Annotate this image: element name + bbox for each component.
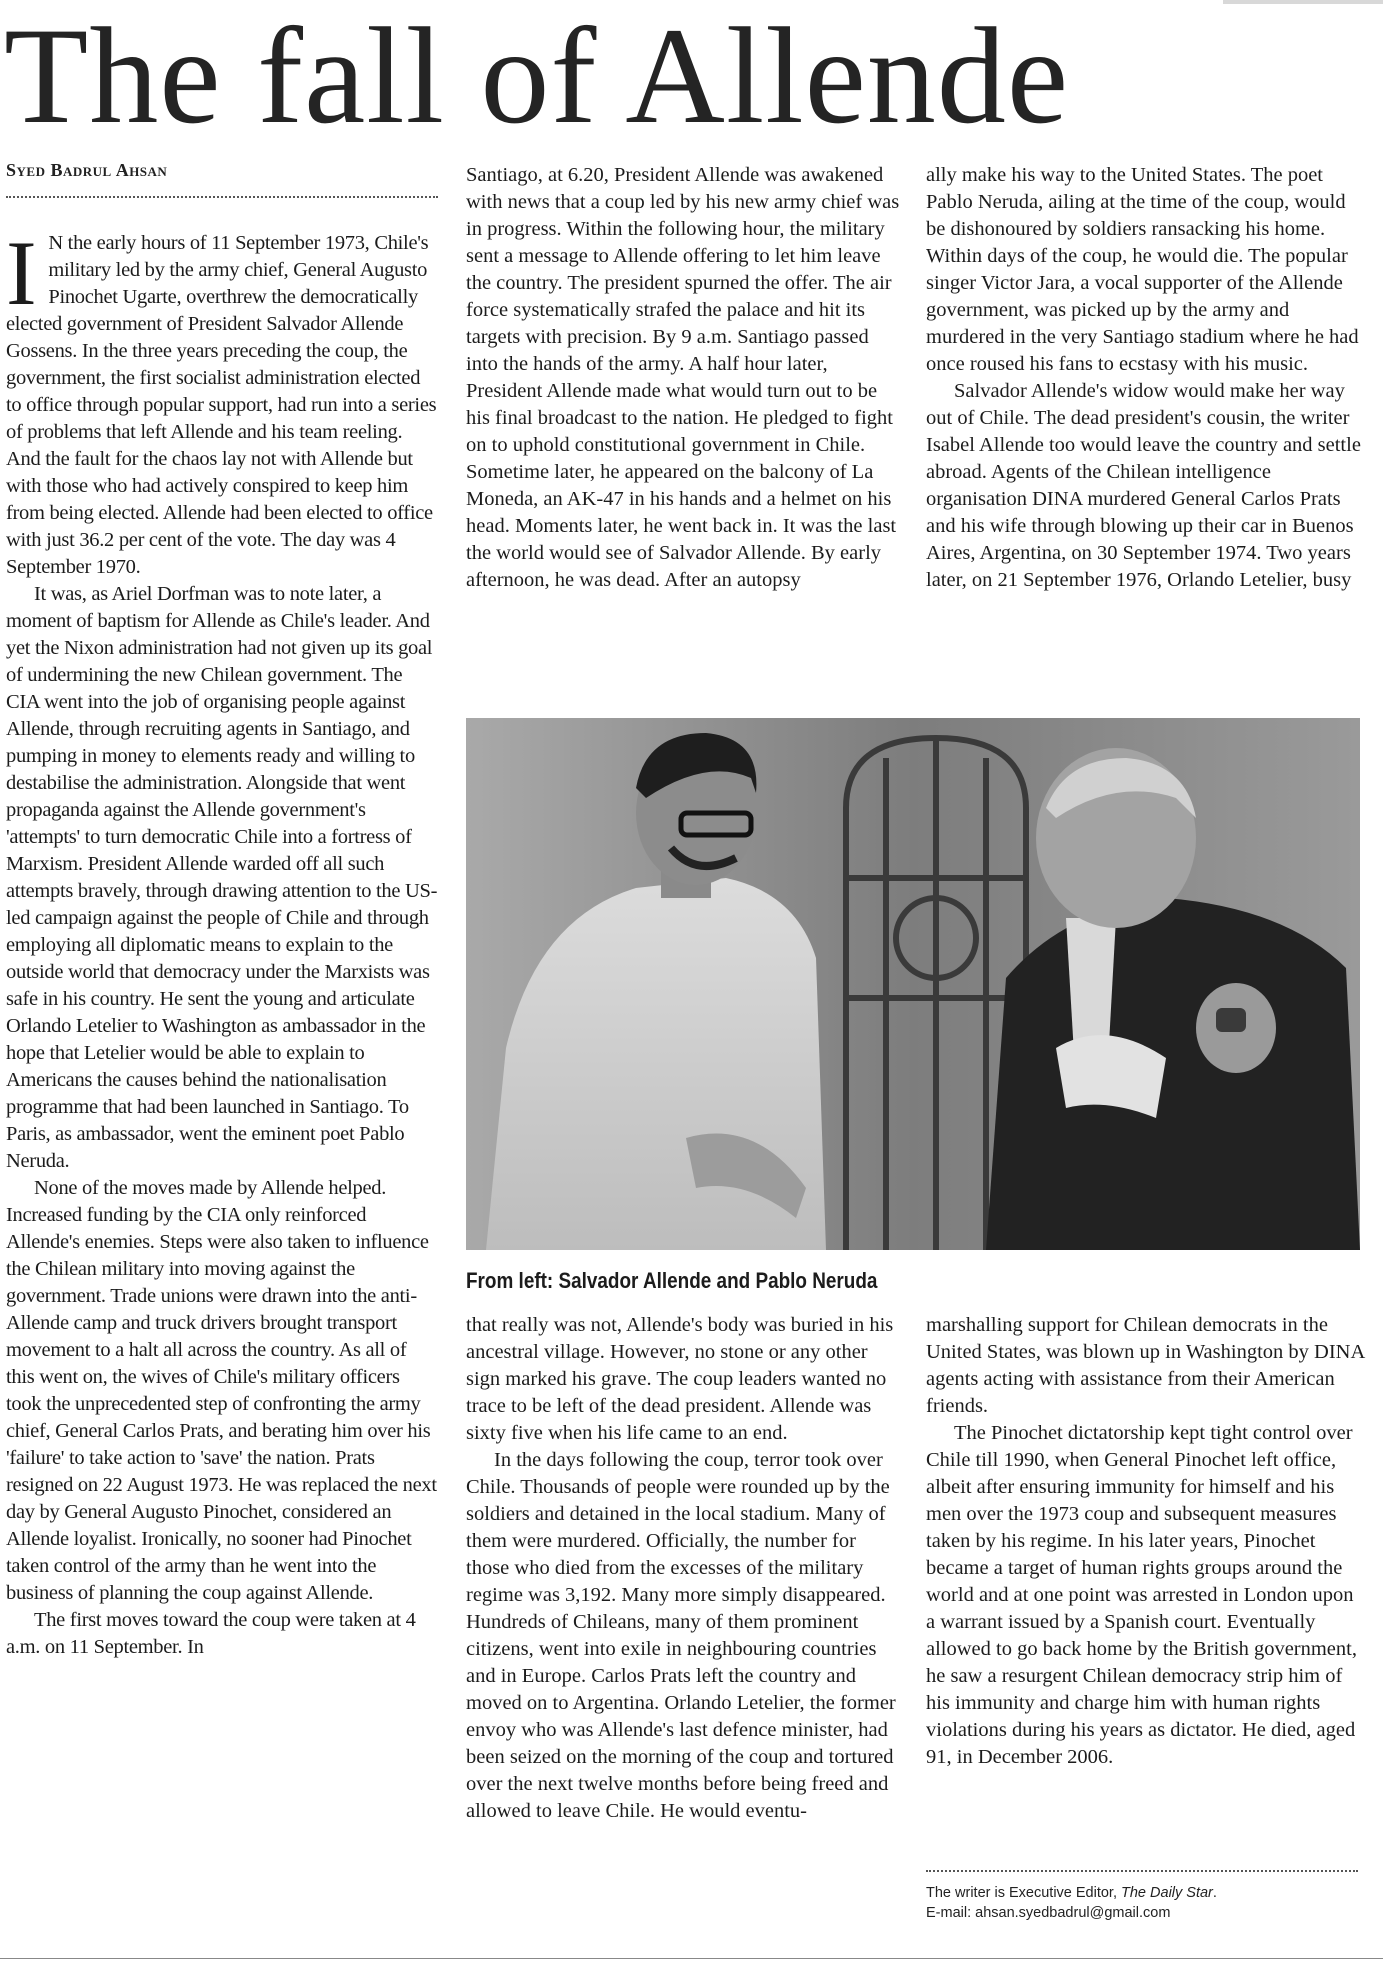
publication-name: The Daily Star	[1121, 1885, 1213, 1901]
paragraph: In the days following the coup, terror took over Chile. Thousands of people were rounded up by the soldiers and detained in the local stadium. Many of them were murdered. Officially, the number for those who died from the excesses of the military regime was 3,192. Many more simply disappeared. Hundreds of Chileans, many of them prominent citizens, went into exile in neighbouring countries and in Europe. Carlos Prats left the country and moved on to Argentina. Orlando Letelier, the former envoy who was Allende's last defence minister, had been seized on the morning of the coup and tortured over the next twelve months before being freed and allowed to leave Chile. He would eventu-	[466, 1449, 896, 1822]
column-3-top	[926, 162, 1366, 702]
author-credit	[926, 1883, 1366, 1923]
page-bottom-rule	[0, 1958, 1383, 1959]
column-2-top	[466, 162, 902, 702]
paragraph: ally make his way to the United States. The poet Pablo Neruda, ailing at the time of the coup, would be dishonoured by soldiers ransacking his home. Within days of the coup, he would die. The popular singer Victor Jara, a vocal supporter of the Allende government, was picked up by the army and murdered in the very Santiago stadium where he had once roused his fans to ecstasy with his music.	[926, 164, 1359, 375]
paragraph: The first moves toward the coup were taken at 4 a.m. on 11 September. In	[6, 1609, 416, 1658]
column-1	[6, 230, 438, 1930]
paragraph: that really was not, Allende's body was buried in his ancestral village. However, no stone or any other sign marked his grave. The coup leaders wanted no trace to be left of the dead president. Allende was sixty five when his life came to an end.	[466, 1314, 894, 1444]
credit-suffix: .	[1212, 1885, 1217, 1901]
paragraph: The Pinochet dictatorship kept tight control over Chile till 1990, when General Pinochet left office, albeit after ensuring immunity for himself and his men over the 1973 coup and subsequent measures taken by his regime. In his later years, Pinochet became a target of human rights groups around the world and at one point was arrested in London upon a warrant issued by a Spanish court. Eventually allowed to go back home by the British government, he saw a resurgent Chilean democracy strip him of his immunity and charge him with human rights violations during his years as dictator. He died, aged 91, in December 2006.	[926, 1422, 1357, 1768]
column-2-bottom	[466, 1312, 902, 1952]
drop-cap: I	[6, 230, 37, 324]
credit-prefix: The writer is Executive Editor,	[926, 1885, 1122, 1901]
paragraph-text: N the early hours of 11 September 1973, Chile's military led by the army chief, General Augusto Pinochet Ugarte, overthrew the democratically elected government of President Salvador Allende Gossens. In the three years preceding the coup, the government, the first socialist administration elected to office through popular support, had run into a series of problems that left Allende and his team reeling. And the fault for the chaos lay not with Allende but with those who had actively conspired to keep him from being elected. Allende had been elected to office with just 36.2 per cent of the vote. The day was 4 September 1970.	[6, 232, 437, 578]
paragraph: Santiago, at 6.20, President Allende was awakened with news that a coup led by his new army chief was in progress. Within the following hour, the military sent a message to Allende offering to let him leave the country. The president spurned the offer. The air force systematically strafed the palace and hit its targets with precision. By 9 a.m. Santiago passed into the hands of the army. A half hour later, President Allende made what would turn out to be his final broadcast to the nation. He pledged to fight on to uphold constitutional government in Chile. Sometime later, he appeared on the balcony of La Moneda, an AK-47 in his hands and a helmet on his head. Moments later, he went back in. It was the last the world would see of Salvador Allende. By early afternoon, he was dead. After an autopsy	[466, 164, 900, 591]
paragraph: marshalling support for Chilean democrats in the United States, was blown up in Washington by DINA agents acting with assistance from their American friends.	[926, 1314, 1365, 1417]
credit-divider	[926, 1870, 1358, 1872]
byline-divider	[6, 196, 438, 198]
paragraph: None of the moves made by Allende helped. Increased funding by the CIA only reinforced Allende's enemies. Steps were also taken to influence the Chilean military into moving against the government. Trade unions were drawn into the anti-Allende camp and truck drivers brought transport movement to a halt all across the country. As all of this went on, the wives of Chile's military officers took the unprecedented step of confronting the army chief, General Carlos Prats, and berating him over his 'failure' to take action to 'save' the nation. Prats resigned on 22 August 1973. He was replaced the next day by General Augusto Pinochet, considered an Allende loyalist. Ironically, no sooner had Pinochet taken control of the army than he went into the business of planning the coup against Allende.	[6, 1177, 437, 1604]
photo-illustration	[466, 718, 1360, 1250]
top-edge-mark	[1223, 0, 1383, 4]
column-3-bottom	[926, 1312, 1366, 1847]
article-photo	[466, 718, 1360, 1250]
paragraph	[6, 230, 438, 581]
photo-caption: From left: Salvador Allende and Pablo Neruda	[466, 1268, 878, 1293]
byline: Syed Badrul Ahsan	[6, 160, 168, 180]
author-email: E-mail: ahsan.syedbadrul@gmail.com	[926, 1905, 1171, 1921]
paragraph: It was, as Ariel Dorfman was to note later, a moment of baptism for Allende as Chile's leader. And yet the Nixon administration had not given up its goal of undermining the new Chilean government. The CIA went into the job of organising people against Allende, through recruiting agents in Santiago, and pumping in money to elements ready and willing to destabilise the administration. Alongside that went propaganda against the Allende government's 'attempts' to turn democratic Chile into a fortress of Marxism. President Allende warded off all such attempts bravely, through drawing attention to the US-led campaign against the people of Chile and through employing all diplomatic means to explain to the outside world that democracy under the Marxists was safe in his country. He sent the young and articulate Orlando Letelier to Washington as ambassador in the hope that Letelier would be able to explain to Americans the causes behind the nationalisation programme that had been launched in Santiago. To Paris, as ambassador, went the eminent poet Pablo Neruda.	[6, 583, 438, 1172]
credit-line	[926, 1883, 1366, 1903]
paragraph: Salvador Allende's widow would make her way out of Chile. The dead president's cousin, the writer Isabel Allende too would leave the country and settle abroad. Agents of the Chilean intelligence organisation DINA murdered General Carlos Prats and his wife through blowing up their car in Buenos Aires, Argentina, on 30 September 1974. Two years later, on 21 September 1976, Orlando Letelier, busy	[926, 380, 1361, 591]
headline: The fall of Allende	[4, 0, 1070, 152]
